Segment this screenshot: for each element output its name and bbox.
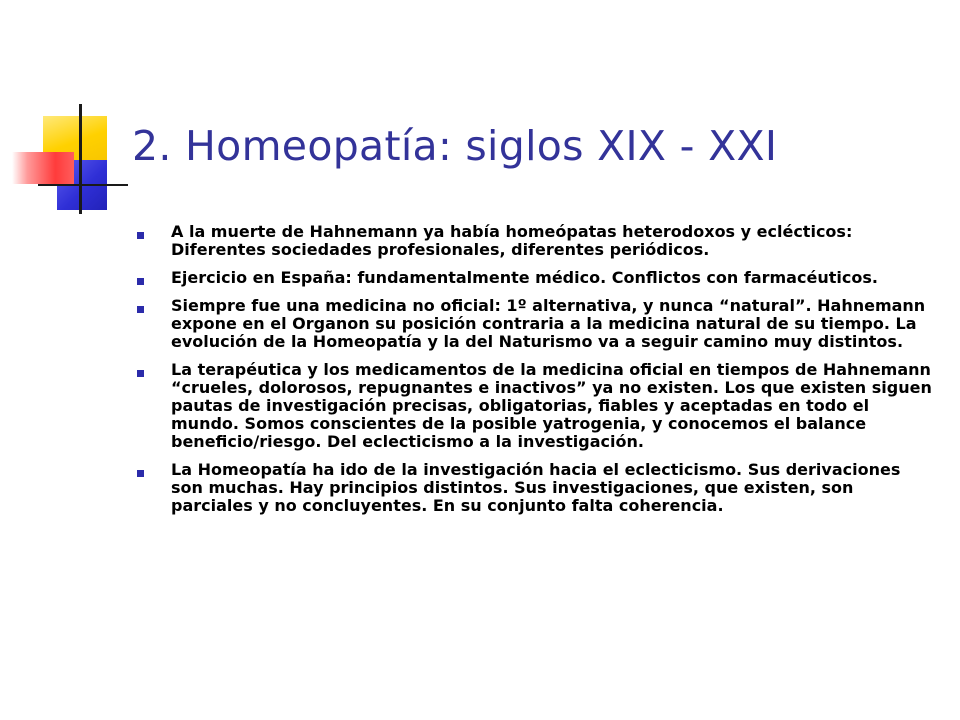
decor-horizontal-line <box>38 184 128 186</box>
bullet-text: Ejercicio en España: fundamentalmente médico. Conflictos con farmacéuticos. <box>171 268 878 287</box>
bullet-list <box>135 223 935 525</box>
bullet-item <box>135 361 935 451</box>
bullet-item <box>135 269 935 287</box>
square-bullet-icon <box>137 470 144 477</box>
bullet-text: La Homeopatía ha ido de la investigación hacia el eclecticismo. Sus derivaciones son muchas. Hay principios distintos. Sus investigaciones, que existen, son parciales y no concluyentes. En su conjunto falta coherencia. <box>171 460 901 515</box>
slide-title: 2. Homeopatía: siglos XIX - XXI <box>132 122 778 170</box>
bullet-item <box>135 223 935 259</box>
decor-vertical-line <box>79 104 82 214</box>
bullet-text: La terapéutica y los medicamentos de la medicina oficial en tiempos de Hahnemann “crueles, dolorosos, repugnantes e inactivos” ya no existen. Los que existen siguen pautas de investigación precisas, obligatorias, fiables y aceptadas en todo el mundo. Somos conscientes de la posible yatrogenia, y conocemos el balance beneficio/riesgo. Del eclecticismo a la investigación. <box>171 360 932 451</box>
square-bullet-icon <box>137 306 144 313</box>
bullet-item <box>135 297 935 351</box>
bullet-text: Siempre fue una medicina no oficial: 1º alternativa, y nunca “natural”. Hahnemann expone en el Organon su posición contraria a la medicina natural de su tiempo. La evolución de la Homeopatía y la del Naturismo va a seguir camino muy distintos. <box>171 296 926 351</box>
bullet-item <box>135 461 935 515</box>
square-bullet-icon <box>137 370 144 377</box>
decor-red-bar <box>12 152 74 184</box>
square-bullet-icon <box>137 232 144 239</box>
bullet-text: A la muerte de Hahnemann ya había homeópatas heterodoxos y eclécticos: Diferentes sociedades profesionales, diferentes periódicos. <box>171 222 853 259</box>
square-bullet-icon <box>137 278 144 285</box>
